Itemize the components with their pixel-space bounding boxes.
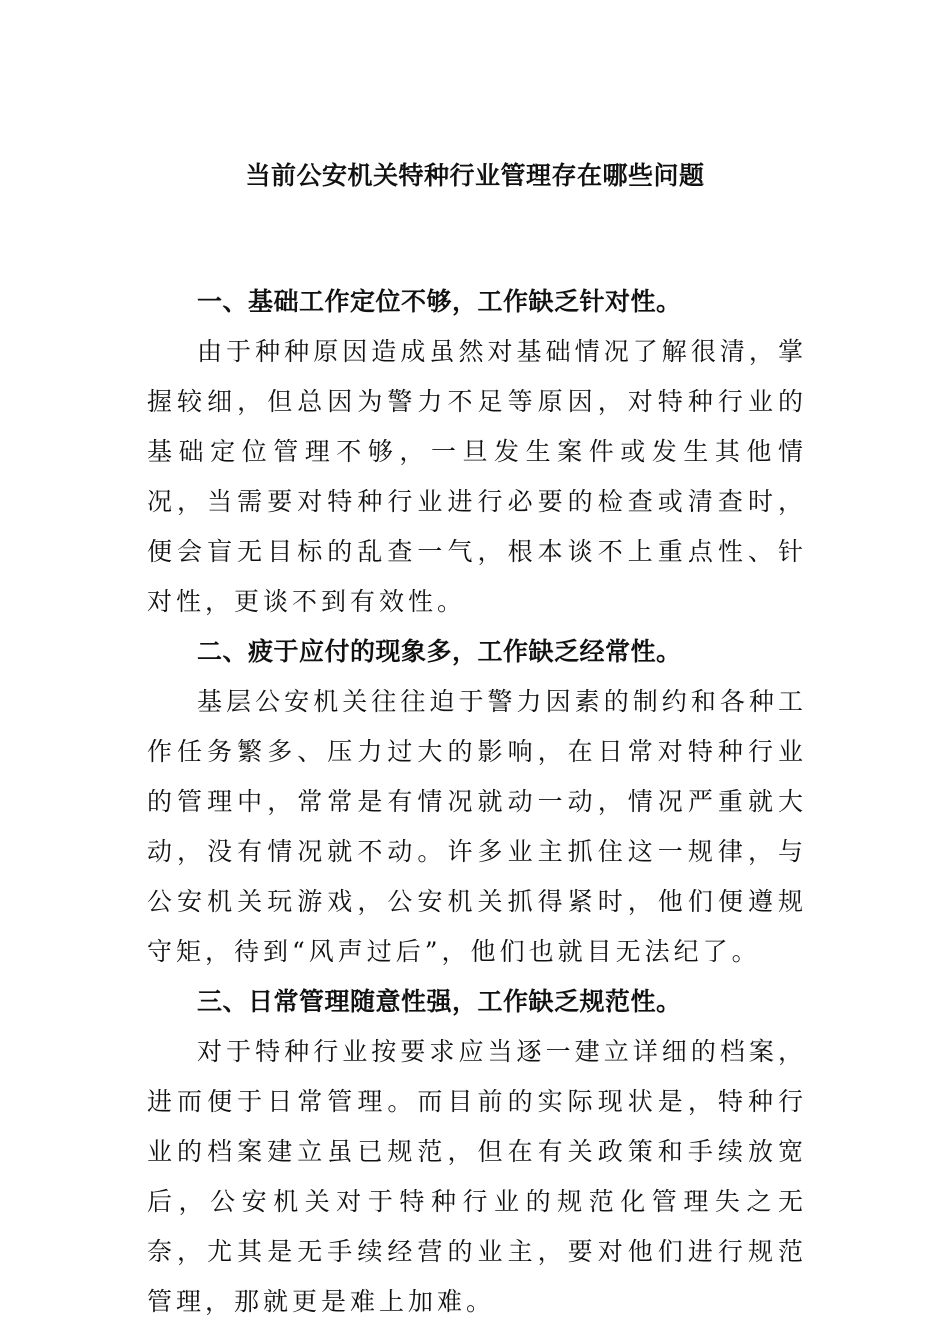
document-body [147, 277, 807, 1327]
section-paragraph-1: 由于种种原因造成虽然对基础情况了解很清，掌握较细，但总因为警力不足等原因，对特种行业的基础定位管理不够，一旦发生案件或发生其他情况，当需要对特种行业进行必要的检查或清查时，便会盲无目标的乱查一气，根本谈不上重点性、针对性，更谈不到有效性。 [147, 337, 807, 616]
document-title: 当前公安机关特种行业管理存在哪些问题 [245, 161, 705, 190]
section-heading-1: 一、基础工作定位不够，工作缺乏针对性。 [197, 287, 682, 316]
section-heading-2: 二、疲于应付的现象多，工作缺乏经常性。 [197, 637, 682, 666]
section-paragraph-2: 基层公安机关往往迫于警力因素的制约和各种工作任务繁多、压力过大的影响，在日常对特种行业的管理中，常常是有情况就动一动，情况严重就大动，没有情况就不动。许多业主抓住这一规律，与公安机关玩游戏，公安机关抓得紧时，他们便遵规守矩，待到“风声过后”，他们也就目无法纪了。 [147, 687, 807, 966]
section-heading-3: 三、日常管理随意性强，工作缺乏规范性。 [197, 987, 682, 1016]
section-paragraph-3: 对于特种行业按要求应当逐一建立详细的档案，进而便于日常管理。而目前的实际现状是，特种行业的档案建立虽已规范，但在有关政策和手续放宽后，公安机关对于特种行业的规范化管理失之无奈，尤其是无手续经营的业主，要对他们进行规范管理，那就更是难上加难。 [147, 1037, 807, 1316]
